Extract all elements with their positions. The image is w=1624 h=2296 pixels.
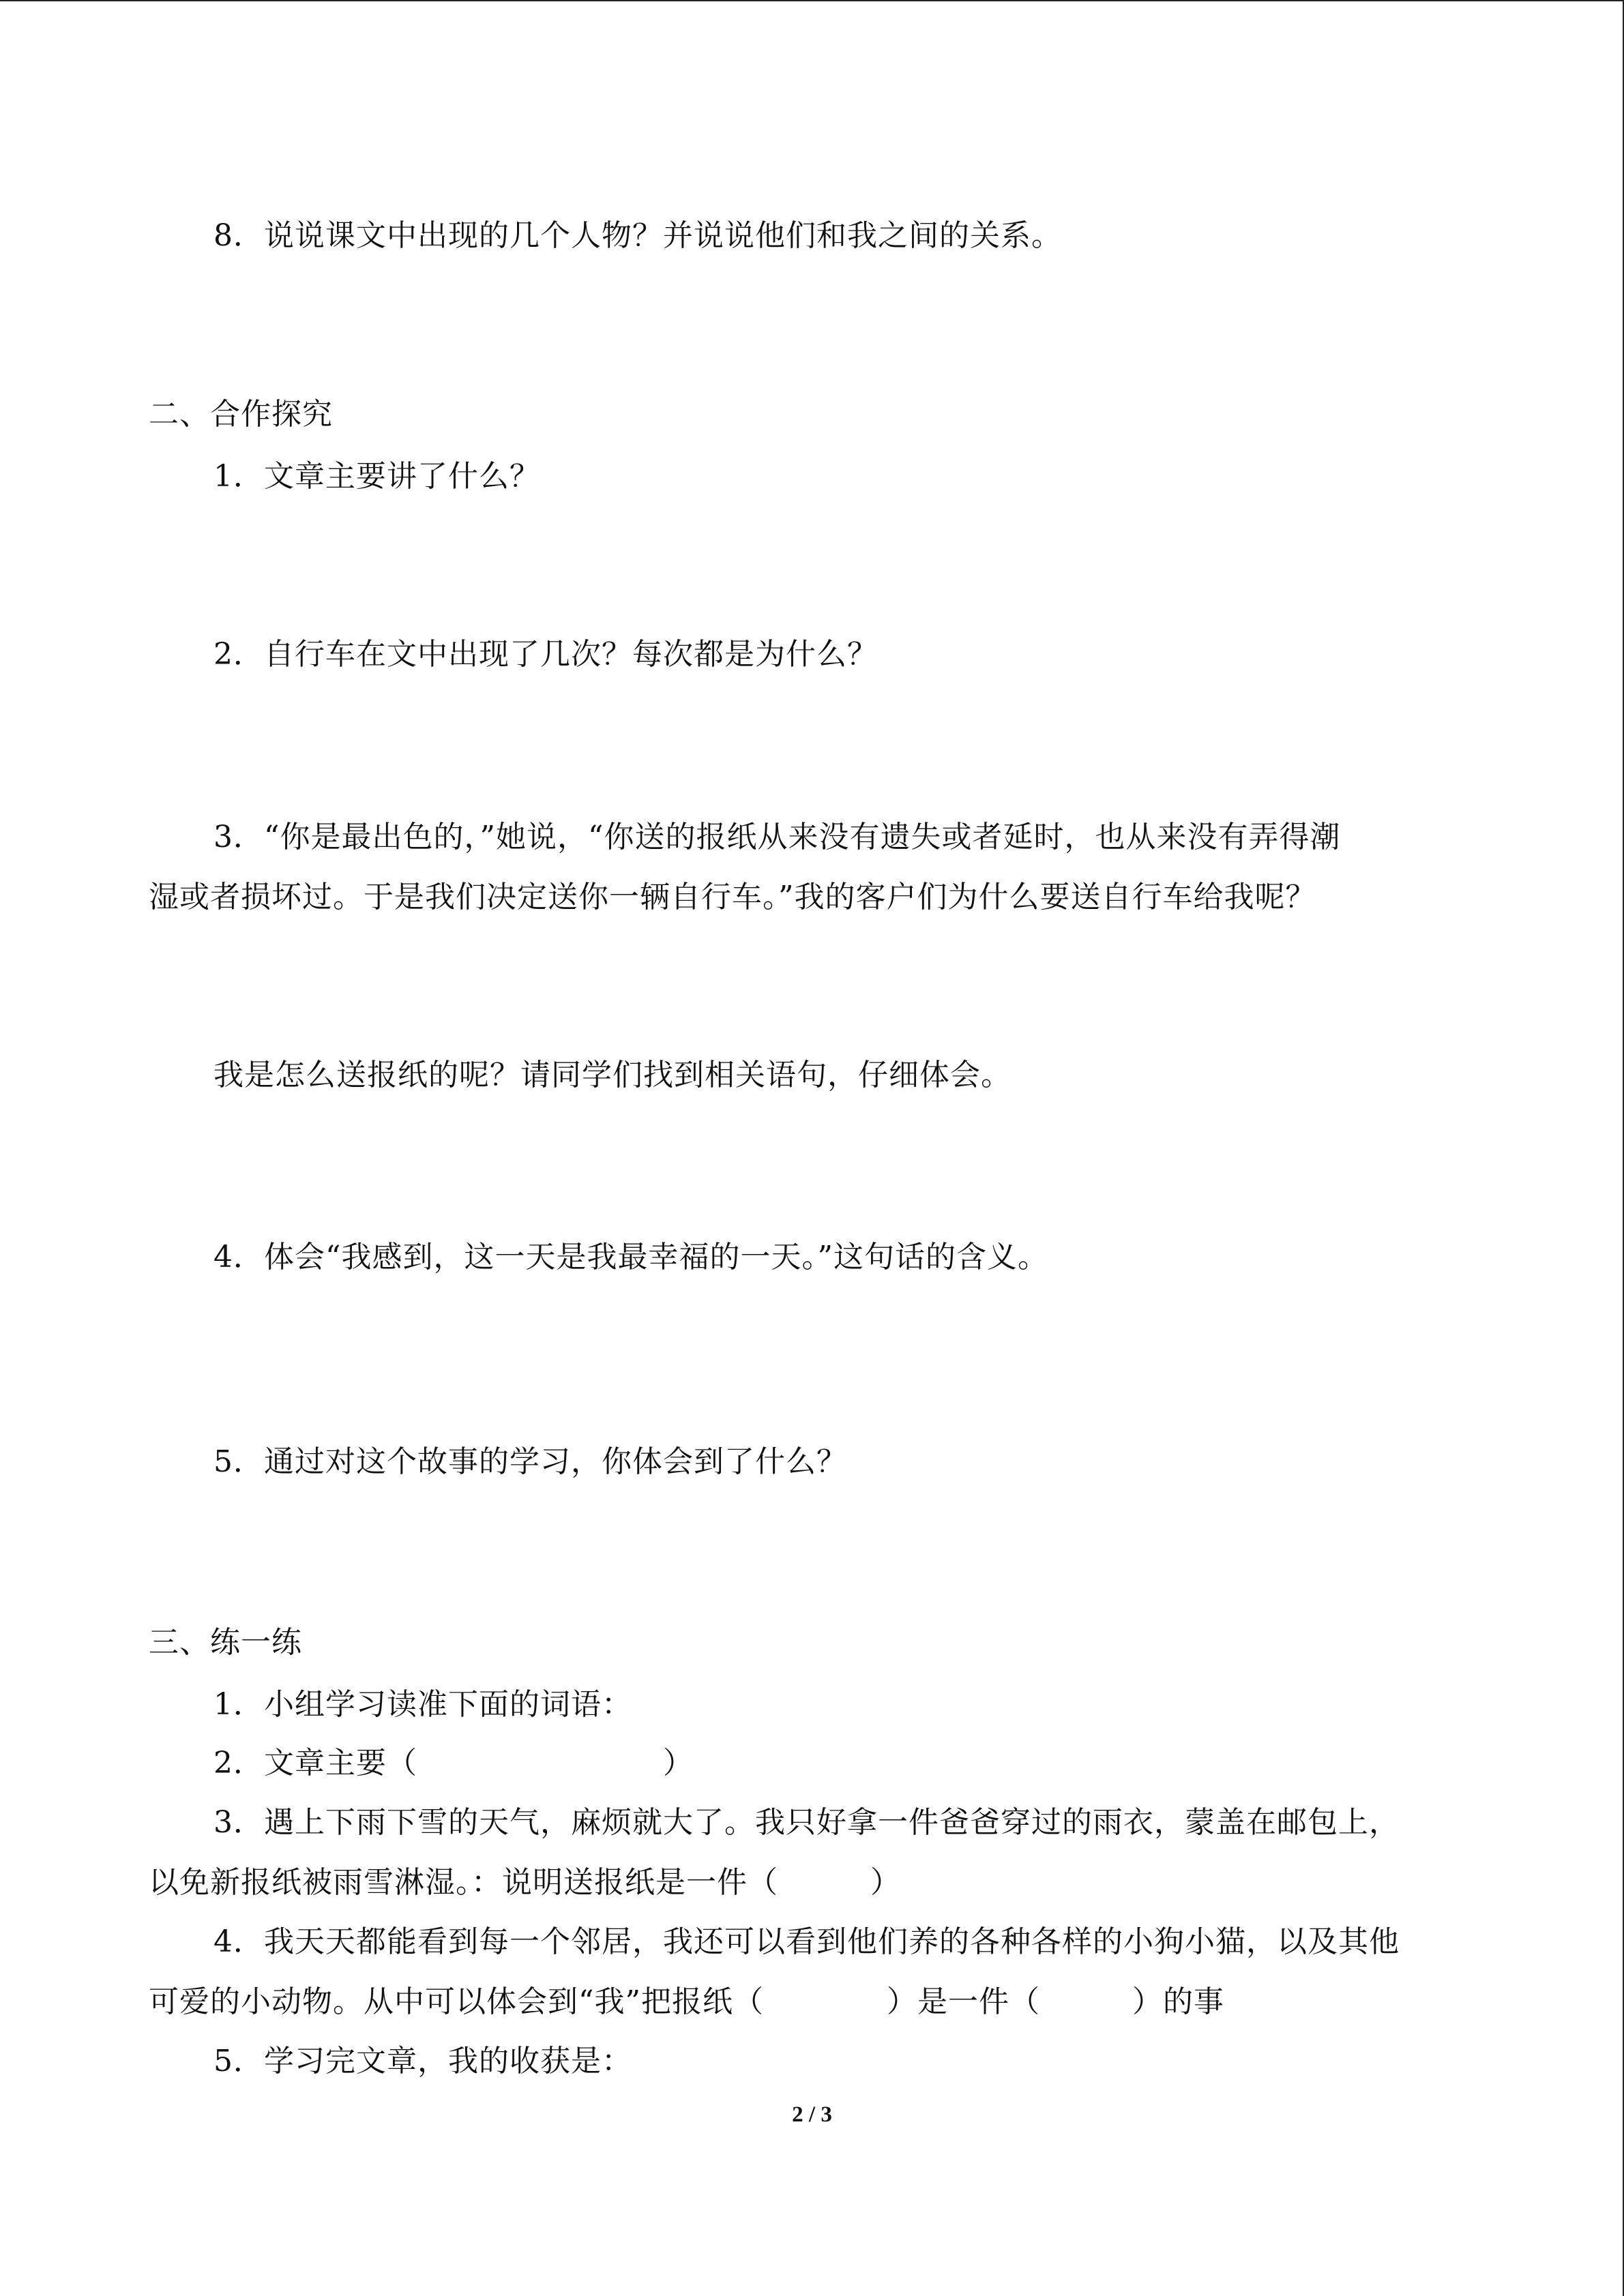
practice-question-2: 2．文章主要（ ） bbox=[213, 1746, 694, 1780]
practice-question-1: 1．小组学习读准下面的词语： bbox=[213, 1687, 632, 1722]
inquiry-question-1: 1．文章主要讲了什么？ bbox=[213, 459, 540, 494]
inquiry-question-3-line-2: 湿或者损坏过。于是我们决定送你一辆自行车。”我的客户们为什么要送自行车给我呢？ bbox=[149, 880, 1316, 914]
page-number: 2 / 3 bbox=[792, 2102, 832, 2127]
inquiry-question-2: 2．自行车在文中出现了几次？每次都是为什么？ bbox=[213, 637, 878, 672]
question-8: 8．说说课文中出现的几个人物？并说说他们和我之间的关系。 bbox=[213, 218, 1062, 253]
practice-question-4-line-2: 可爱的小动物。从中可以体会到“我”把报纸（ ）是一件（ ）的事 bbox=[149, 1984, 1224, 2019]
section-heading-cooperative-inquiry: 二、合作探究 bbox=[149, 397, 333, 432]
inquiry-question-3-line-1: 3．“你是最出色的，”她说，“你送的报纸从来没有遗失或者延时，也从来没有弄得潮 bbox=[213, 820, 1341, 854]
practice-question-3-line-1: 3．遇上下雨下雪的天气，麻烦就大了。我只好拿一件爸爸穿过的雨衣，蒙盖在邮包上， bbox=[213, 1805, 1400, 1840]
practice-question-4-line-1: 4．我天天都能看到每一个邻居，我还可以看到他们养的各种各样的小狗小猫，以及其他 bbox=[213, 1924, 1400, 1959]
inquiry-question-4: 4．体会“我感到，这一天是我最幸福的一天。”这句话的含义。 bbox=[213, 1240, 1048, 1274]
section-heading-practice: 三、练一练 bbox=[149, 1625, 302, 1660]
practice-question-5: 5．学习完文章，我的收获是： bbox=[213, 2044, 632, 2078]
practice-question-3-line-2: 以免新报纸被雨雪淋湿。：说明送报纸是一件（ ） bbox=[149, 1865, 901, 1900]
inquiry-question-3-followup: 我是怎么送报纸的呢？请同学们找到相关语句，仔细体会。 bbox=[213, 1058, 1012, 1092]
inquiry-question-5: 5．通过对这个故事的学习，你体会到了什么？ bbox=[213, 1444, 847, 1479]
